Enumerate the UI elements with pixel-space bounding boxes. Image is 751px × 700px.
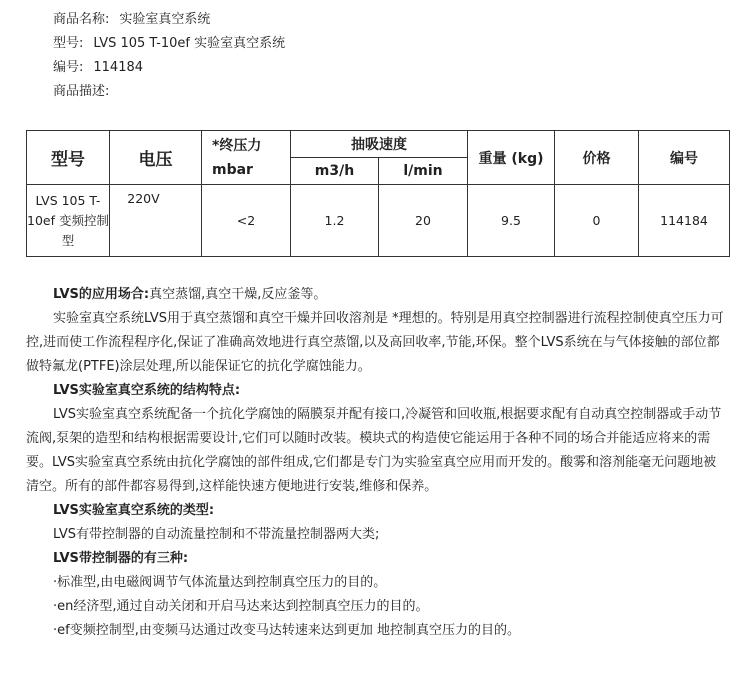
table-header-row [27, 131, 730, 158]
spec-table [26, 130, 730, 257]
product-name-label: 商品名称: [53, 12, 110, 27]
header-suction-speed: 抽吸速度 [291, 131, 468, 158]
product-model-label: 型号: [53, 36, 84, 51]
cell-end-pressure: <2 [202, 185, 291, 257]
structure-paragraph: LVS实验室真空系统配备一个抗化学腐蚀的隔膜泵并配有接口,冷凝管和回收瓶,根据要求配有自动真空控制器或手动节流阀,泵架的造型和结构根据需要设计,它们可以随时改装。模块式的构造使它能运用于各种不同的场合并能适应将来的需要。LVS实验室真空系统由抗化学腐蚀的部件组成,它们都是专门为实验室真空应用而开发的。酸雾和溶剂能毫无问题地被清空。所有的部件都容易得到,这样能快速方便地进行安装,维修和保养。 [26, 407, 722, 494]
table-row [27, 185, 730, 257]
product-model-value: LVS 105 T-10ef 实验室真空系统 [93, 36, 286, 51]
product-model-row [53, 32, 285, 56]
product-description [26, 283, 726, 643]
cell-speed-m3h: 1.2 [291, 185, 379, 257]
header-end-pressure [202, 131, 291, 185]
types-text: LVS有带控制器的自动流量控制和不带流量控制器两大类; [53, 527, 380, 542]
cell-model-line1: LVS 105 T- [35, 192, 101, 208]
product-name-value: 实验室真空系统 [119, 12, 211, 27]
application-paragraph: 实验室真空系统LVS用于真空蒸馏和真空干燥并回收溶剂是 *理想的。特别是用真空控制器进行流程控制使真空压力可控,进而使工作流程程序化,保证了准确高效地进行真空蒸馏,以及高回收率,节能,环保。整个LVS系统在与气体接触的部位都做特氟龙(PTFE)涂层处理,所以能保证它的抗化学腐蚀能力。 [26, 311, 724, 374]
header-end-pressure-label: *终压力 [212, 137, 262, 154]
application-title: LVS的应用场合: [53, 287, 150, 302]
header-speed-lmin: l/min [379, 158, 468, 185]
product-code-value: 114184 [93, 60, 144, 75]
product-info [53, 8, 285, 104]
types-title: LVS实验室真空系统的类型: [53, 503, 215, 518]
header-voltage: 电压 [110, 131, 202, 185]
cell-price: 0 [555, 185, 639, 257]
header-model: 型号 [27, 131, 110, 185]
header-end-pressure-unit: mbar [212, 161, 253, 178]
structure-title: LVS实验室真空系统的结构特点: [53, 383, 241, 398]
application-line [26, 283, 726, 307]
cell-code: 114184 [639, 185, 730, 257]
product-desc-row [53, 80, 285, 104]
application-text: 真空蒸馏,真空干燥,反应釜等。 [149, 287, 327, 302]
cell-voltage: 220V [110, 185, 202, 257]
product-desc-label: 商品描述: [53, 84, 110, 99]
controller-types-title: LVS带控制器的有三种: [53, 551, 189, 566]
header-speed-m3h: m3/h [291, 158, 379, 185]
cell-model-line2: 10ef 变频控制 [27, 212, 109, 228]
cell-model [27, 185, 110, 257]
cell-model-line3: 型 [61, 232, 75, 248]
product-code-row [53, 56, 285, 80]
cell-speed-lmin: 20 [379, 185, 468, 257]
header-price: 价格 [555, 131, 639, 185]
product-name-row [53, 8, 285, 32]
list-item: ·en经济型,通过自动关闭和开启马达来达到控制真空压力的目的。 [53, 599, 429, 614]
header-weight: 重量 (kg) [468, 131, 555, 185]
list-item: ·ef变频控制型,由变频马达通过改变马达转速来达到更加 地控制真空压力的目的。 [53, 623, 520, 638]
list-item: ·标准型,由电磁阀调节气体流量达到控制真空压力的目的。 [53, 575, 387, 590]
cell-weight: 9.5 [468, 185, 555, 257]
product-code-label: 编号: [53, 60, 84, 75]
header-code: 编号 [639, 131, 730, 185]
